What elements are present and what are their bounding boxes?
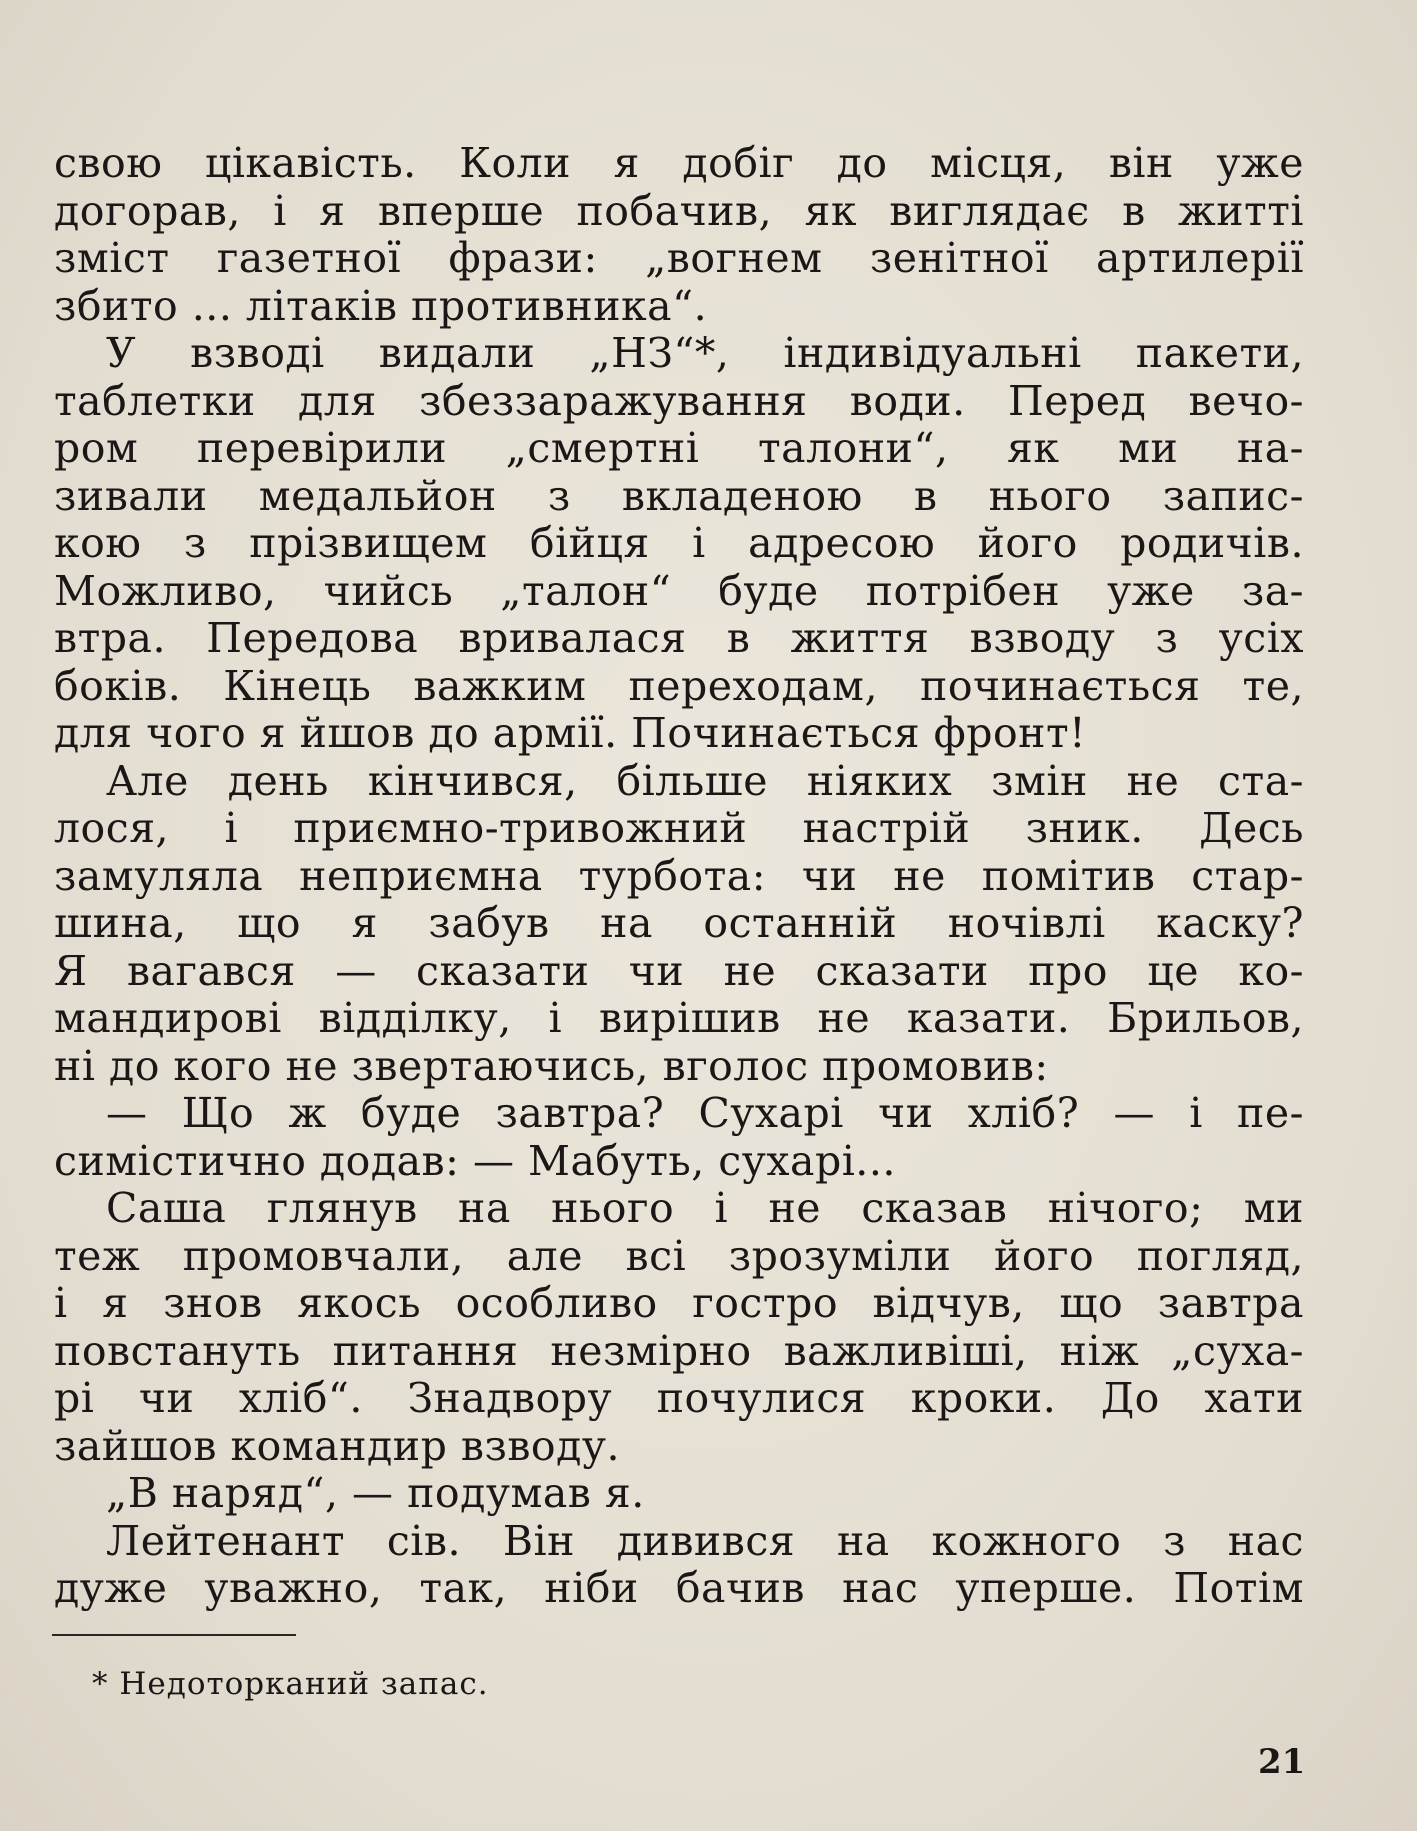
text-line: зайшов командир взводу. bbox=[54, 1422, 620, 1470]
footnote-divider bbox=[52, 1634, 296, 1636]
text-line: лося, і приємно-тривожний настрій зник. Десь bbox=[54, 805, 1304, 852]
text-line: „В наряд“, — подумав я. bbox=[106, 1470, 645, 1517]
text-line: збито ... літаків противника“. bbox=[54, 282, 708, 330]
text-line: мандирові відділку, і вирішив не казати. Брильов, bbox=[54, 995, 1304, 1042]
text-line: ні до кого не звертаючись, вголос промовив: bbox=[54, 1042, 1049, 1090]
text-line: зміст газетної фрази: „вогнем зенітної артилерії bbox=[54, 235, 1304, 282]
text-line: дуже уважно, так, ніби бачив нас уперше. Потім bbox=[54, 1565, 1304, 1612]
text-line: симістично додав: — Мабуть, сухарі... bbox=[54, 1137, 896, 1185]
text-line: Саша глянув на нього і не сказав нічого; ми bbox=[106, 1185, 1304, 1232]
text-line: теж промовчали, але всі зрозуміли його погляд, bbox=[54, 1232, 1304, 1280]
footnote: * Недоторканий запас. bbox=[92, 1666, 489, 1702]
text-line: рі чи хліб“. Знадвору почулися кроки. До хати bbox=[54, 1375, 1304, 1422]
text-line: для чого я йшов до армії. Починається фронт! bbox=[54, 710, 1087, 757]
page-number: 21 bbox=[1258, 1742, 1306, 1782]
text-line: шина, що я забув на останній ночівлі каску? bbox=[54, 900, 1304, 947]
text-line: — Що ж буде завтра? Сухарі чи хліб? — і пе- bbox=[106, 1090, 1304, 1137]
text-line: і я знов якось особливо гостро відчув, що завтра bbox=[54, 1280, 1304, 1327]
text-line: замуляла неприємна турбота: чи не помітив стар- bbox=[54, 852, 1304, 900]
text-line: боків. Кінець важким переходам, починається те, bbox=[54, 662, 1304, 710]
text-line: Можливо, чийсь „талон“ буде потрібен уже за- bbox=[54, 567, 1304, 615]
text-line: таблетки для збеззаражування води. Перед вечо- bbox=[54, 377, 1304, 425]
text-line: Лейтенант сів. Він дивився на кожного з нас bbox=[106, 1517, 1304, 1565]
text-line: Але день кінчився, більше ніяких змін не ста- bbox=[106, 757, 1304, 805]
text-line: свою цікавість. Коли я добіг до місця, він уже bbox=[54, 140, 1304, 187]
text-line: ром перевірили „смертні талони“, як ми на- bbox=[54, 425, 1304, 472]
text-line: втра. Передова вривалася в життя взводу з усіх bbox=[54, 615, 1304, 662]
body-text bbox=[54, 140, 1304, 1613]
text-line: Я вагався — сказати чи не сказати про це ко- bbox=[54, 947, 1304, 995]
text-line: кою з прізвищем бійця і адресою його родичів. bbox=[54, 520, 1304, 567]
text-line: У взводі видали „НЗ“*, індивідуальні пакети, bbox=[106, 330, 1304, 377]
text-line: повстануть питання незмірно важливіші, ніж „суха- bbox=[54, 1327, 1304, 1375]
text-line: догорав, і я вперше побачив, як виглядає в житті bbox=[54, 187, 1304, 235]
text-line: зивали медальйон з вкладеною в нього запис- bbox=[54, 472, 1304, 520]
